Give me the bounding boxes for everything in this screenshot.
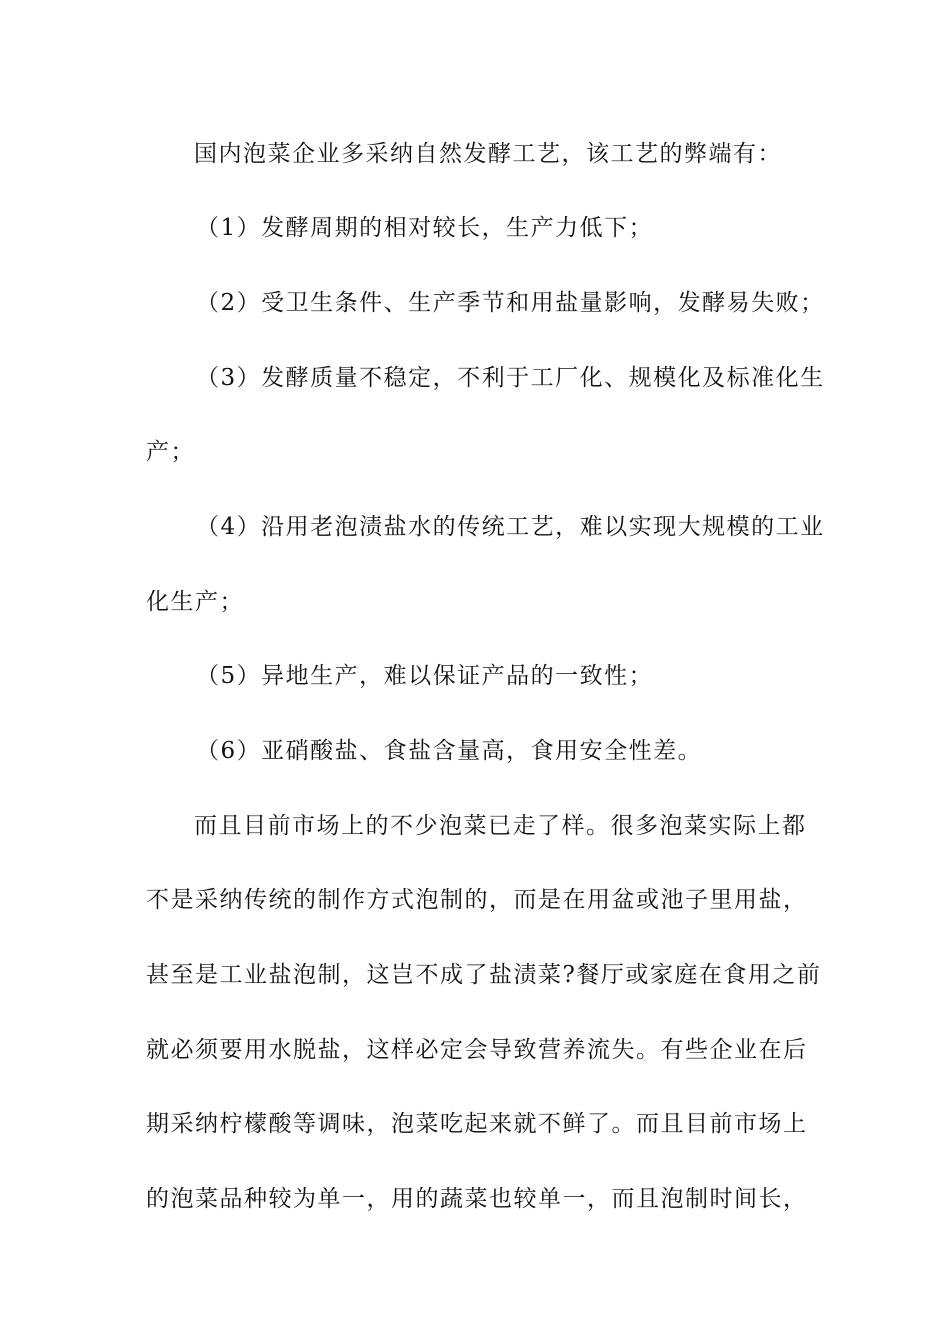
list-item-5: （5）异地生产，难以保证产品的一致性；	[196, 663, 654, 689]
body-paragraph-line-4: 就必须要用水脱盐，这样必定会导致营养流失。有些企业在后	[146, 1037, 808, 1063]
list-item-4-line-2: 化生产；	[146, 589, 244, 615]
body-paragraph-line-1: 而且目前市场上的不少泡菜已走了样。很多泡菜实际上都	[194, 813, 807, 839]
body-paragraph-line-2: 不是采纳传统的制作方式泡制的，而是在用盆或池子里用盐，	[146, 887, 808, 913]
intro-paragraph-line: 国内泡菜企业多采纳自然发酵工艺，该工艺的弊端有：	[194, 141, 782, 167]
list-item-3-line-1: （3）发酵质量不稳定，不利于工厂化、规模化及标准化生	[196, 365, 825, 391]
body-paragraph-line-5: 期采纳柠檬酸等调味，泡菜吃起来就不鲜了。而且目前市场上	[146, 1111, 808, 1137]
body-paragraph-line-3: 甚至是工业盐泡制，这岂不成了盐渍菜?餐厅或家庭在食用之前	[146, 962, 822, 988]
list-item-4-line-1: （4）沿用老泡渍盐水的传统工艺，难以实现大规模的工业	[196, 514, 825, 540]
list-item-3-line-2: 产；	[146, 439, 195, 465]
list-item-6: （6）亚硝酸盐、食盐含量高，食用安全性差。	[196, 738, 703, 764]
list-item-1: （1）发酵周期的相对较长，生产力低下；	[196, 215, 654, 241]
body-paragraph-line-6: 的泡菜品种较为单一，用的蔬菜也较单一，而且泡制时间长，	[146, 1186, 808, 1212]
list-item-2: （2）受卫生条件、生产季节和用盐量影响，发酵易失败；	[196, 290, 825, 316]
